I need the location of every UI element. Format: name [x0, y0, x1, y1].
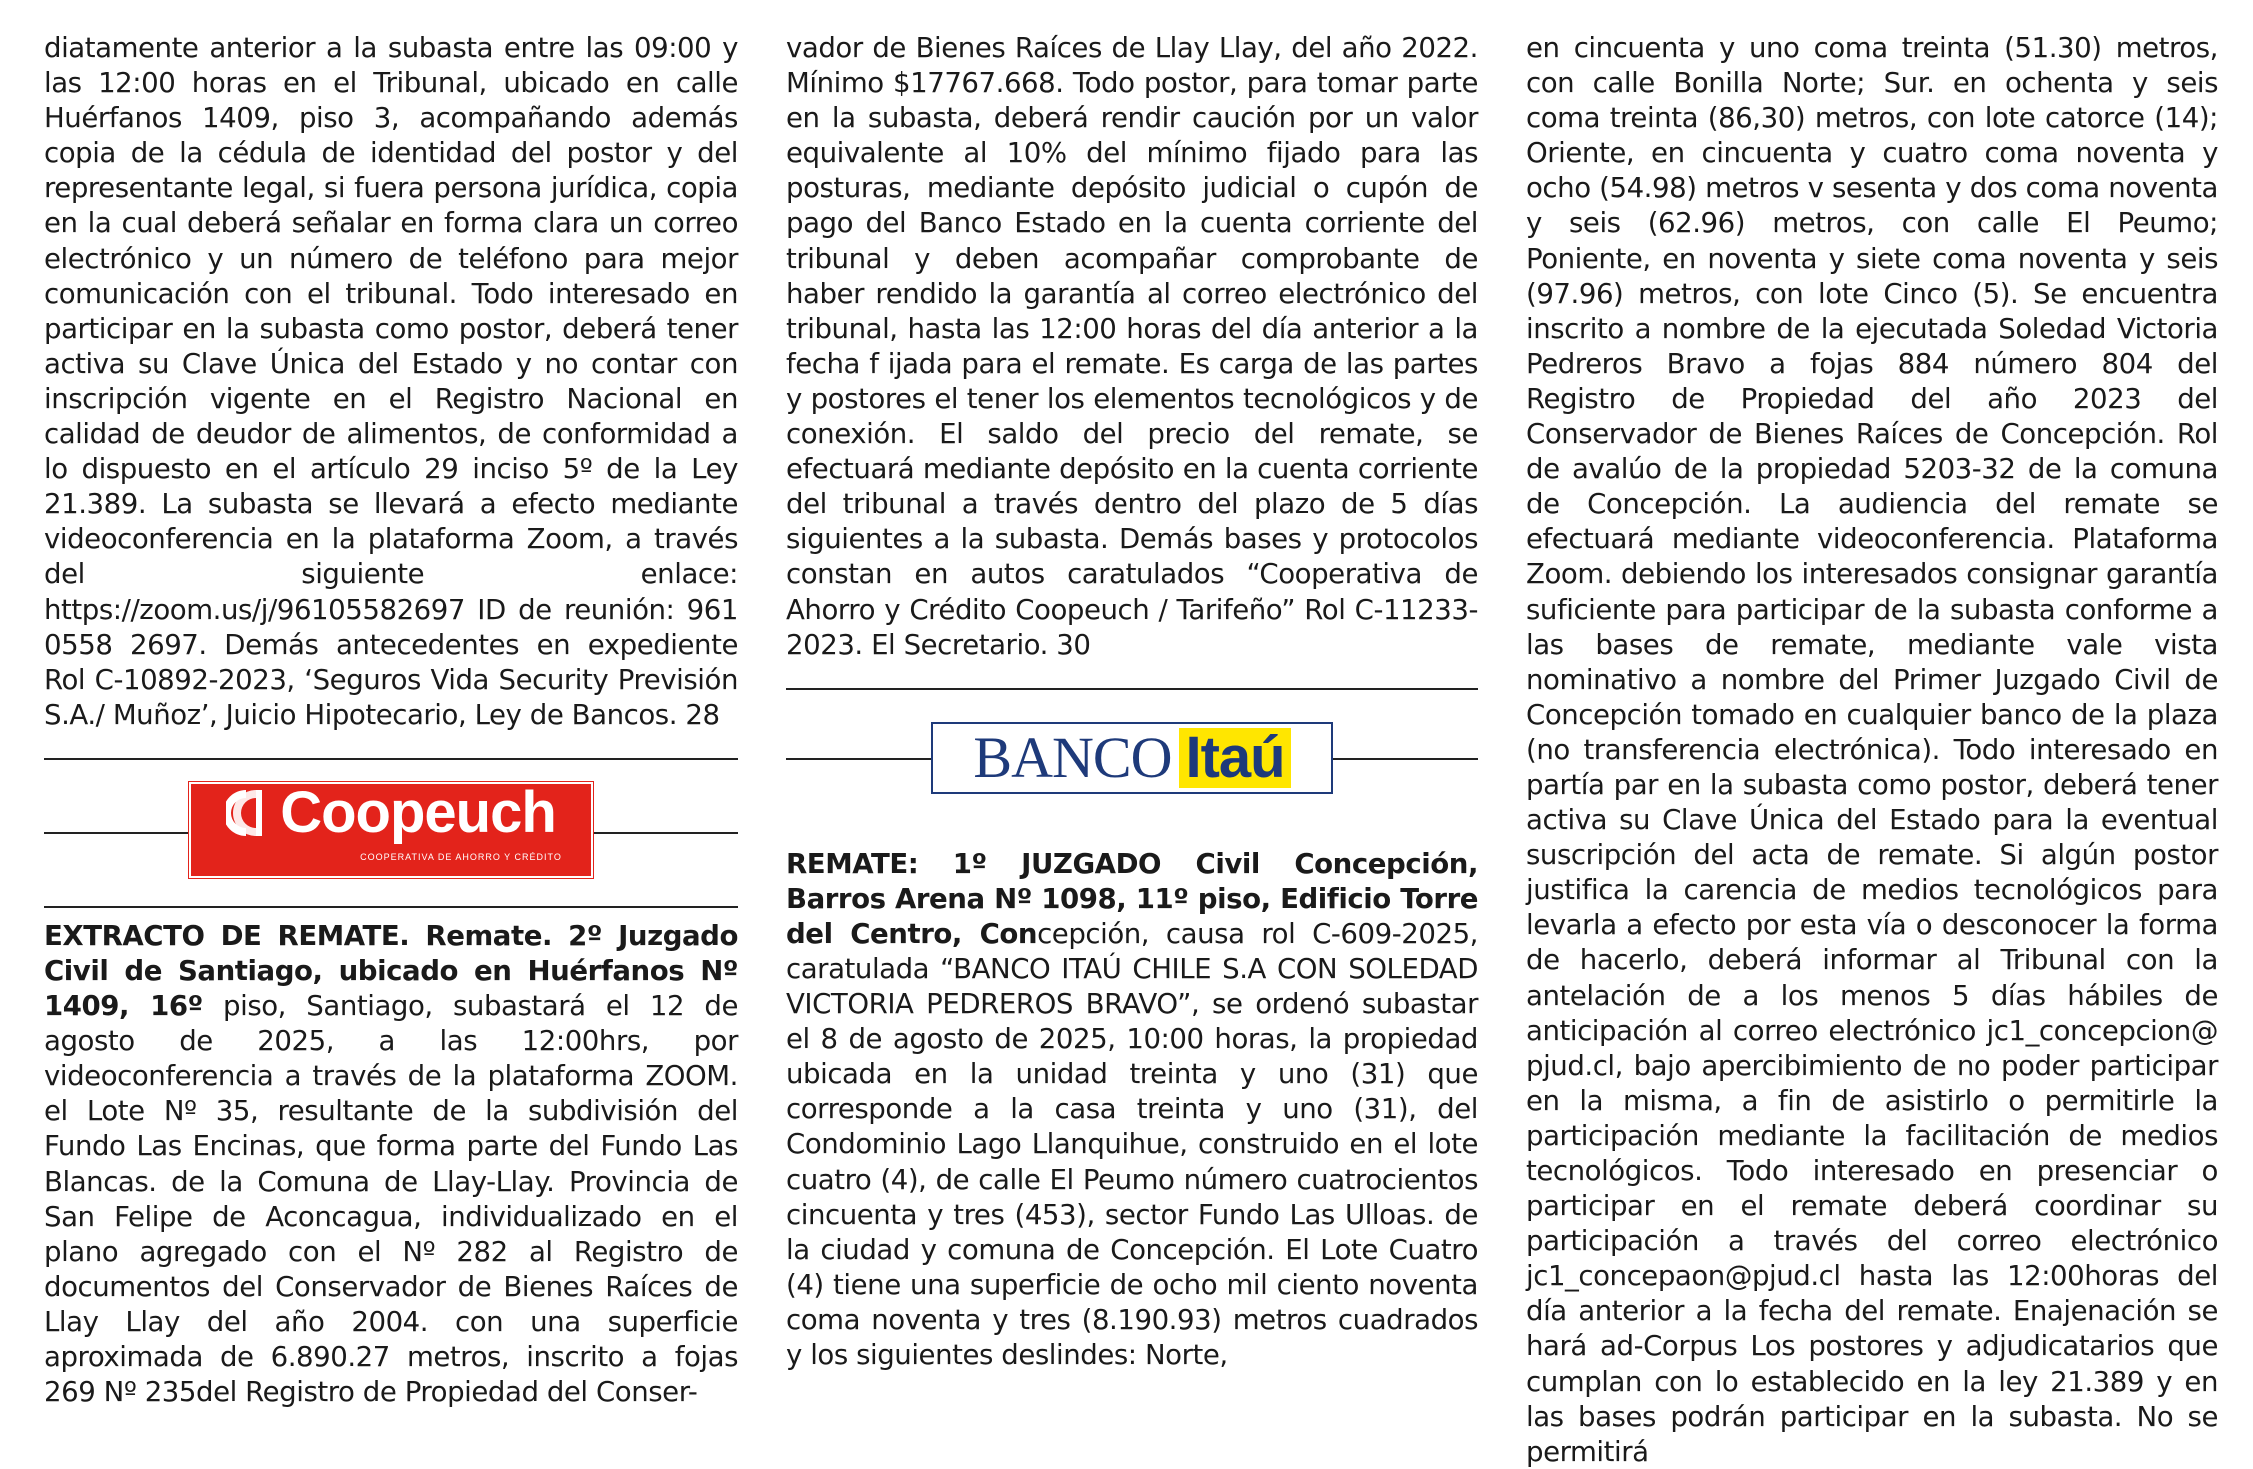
itau-wordmark: Itaú: [1179, 728, 1290, 788]
column-2: [786, 30, 1478, 1372]
coopeuch-mark-icon: [226, 786, 274, 840]
coopeuch-logo-row: [44, 782, 738, 884]
notice-paragraph: [44, 918, 738, 1409]
coopeuch-logo: [189, 782, 593, 878]
itau-logo-row: [786, 718, 1478, 798]
divider: [44, 906, 738, 908]
column-3: [1526, 30, 2218, 1469]
coopeuch-tagline: COOPERATIVA DE AHORRO Y CRÉDITO: [360, 852, 562, 863]
column-1: [44, 30, 738, 1409]
banco-itau-logo: [931, 722, 1333, 794]
banco-wordmark: BANCO: [973, 724, 1172, 790]
divider: [786, 688, 1478, 690]
notice-continuation-text: diatamente anterior a la subasta entre las 09:00 y las 12:00 horas en el Tribunal, ubicado en calle Huérfanos 1409, piso 3, acompañando además copia de la cédula de identidad del postor y del representante legal, si fuera persona jurídica, copia en la cual deberá señalar en forma clara un correo electrónico y un número de teléfono para mejor comunicación con el tribunal. Todo interesado en participar en la subasta como postor, deberá tener activa su Clave Única del Estado y no contar con inscripción vigente en el Registro Nacional en calidad de deudor de alimentos, de conformidad a lo dispuesto en el artículo 29 inciso 5º de la Ley 21.389. La subasta se llevará a efecto mediante videoconferencia en la plataforma Zoom, a través del siguiente enlace: https://zoom.us/j/96105582697 ID de reunión: 961 0558 2697. Demás antecedentes en expediente Rol C-10892-2023, ‘Seguros Vida Security Previsión S.A./ Muñoz’, Juicio Hipotecario, Ley de Bancos. 28: [44, 31, 738, 731]
notice-heading: REMATE: 1º JUZGADO Civil Concepción, Barros Arena Nº 1098, 11º piso, Edificio Torre del Centro, Con: [786, 846, 1478, 950]
notice-continuation-text: en cincuenta y uno coma treinta (51.30) metros, con calle Bonilla Norte; Sur. en ochenta y seis coma treinta (86,30) metros, con lote catorce (14); Oriente, en cincuenta y cuatro coma noventa y ocho (54.98) metros v sesenta y dos coma noventa y seis (62.96) metros, con calle El Peumo; Poniente, en noventa y siete coma noventa y seis (97.96) metros, con lote Cinco (5). Se encuentra inscrito a nombre de la ejecutada Soledad Victoria Pedreros Bravo a fojas 884 número 804 del Registro de Propiedad del año 2023 del Conservador de Bienes Raíces de Concepción. Rol de avalúo de la propiedad 5203-32 de la comuna de Concepción. La audiencia del remate se efectuará mediante videoconferencia. Plataforma Zoom. debiendo los interesados consignar garantía suficiente para participar de la subasta conforme a las bases de remate, mediante vale vista nominativo a nombre del Primer Juzgado Civil de Concepción tomado en cualquier banco de la plaza (no transferencia electrónica). Todo interesado en partía par en la subasta como postor, deberá tener activa su Clave Única del Estado para la eventual suscripción del acta de remate. Si algún postor justifica la carencia de medios tecnológicos para levarla a efecto por esta vía o desconocer la forma de hacerlo, deberá informar al Tribunal con la antelación de a los menos 5 días hábiles de anticipación al correo electrónico jc1_concepcion@ pjud.cl, bajo apercibimiento de no poder participar en la misma, a fin de asistirlo o permitirle la participación mediante la facilitación de medios tecnológicos. Todo interesado en presenciar o participar en el remate deberá coordinar su participación a través del correo electrónico jc1_concepaon@pjud.cl hasta las 12:00horas del día anterior a la fecha del remate. Enajenación se hará ad-Corpus Los postores y adjudicatarios que cumplan con lo establecido en la ley 21.389 y en las bases podrán participar en la subasta. No se permitirá: [1526, 31, 2218, 1468]
coopeuch-wordmark: Coopeuch: [280, 780, 556, 846]
notice-paragraph: [786, 846, 1478, 1372]
notice-body: piso, Santiago, subastará el 12 de agosto de 2025, a las 12:00hrs, por videoconferencia a través de la plataforma ZOOM. el Lote Nº 35, resultante de la subdivisión del Fundo Las Encinas, que forma parte del Fundo Las Blancas. de la Comuna de Llay-Llay. Provincia de San Felipe de Aconcagua, individualizado en el plano agregado con el Nº 282 al Registro de documentos del Conservador de Bienes Raíces de Llay Llay del año 2004. con una superficie aproximada de 6.890.27 metros, inscrito a fojas 269 Nº 235del Registro de Propiedad del Conser-: [44, 989, 738, 1409]
notice-heading: EXTRACTO DE REMATE. Remate. 2º Juzgado Civil de Santiago, ubicado en Huérfanos Nº 1409, 16º: [44, 918, 738, 1023]
notice-continuation-text: vador de Bienes Raíces de Llay Llay, del año 2022. Mínimo $17767.668. Todo postor, para tomar parte en la subasta, deberá rendir caución por un valor equivalente al 10% del mínimo fijado para las posturas, mediante depósito judicial o cupón de pago del Banco Estado en la cuenta corriente del tribunal y deben acompañar comprobante de haber rendido la garantía al correo electrónico del tribunal, hasta las 12:00 horas del día anterior a la fecha f ijada para el remate. Es carga de las partes y postores el tener los elementos tecnológicos y de conexión. El saldo del precio del remate, se efectuará mediante depósito en la cuenta corriente del tribunal a través dentro del plazo de 5 días siguientes a la subasta. Demás bases y protocolos constan en autos caratulados “Cooperativa de Ahorro y Crédito Coopeuch / Tarifeño” Rol C-11233-2023. El Secretario. 30: [786, 31, 1478, 661]
divider: [44, 758, 738, 760]
notice-body: cepción, causa rol C-609-2025, caratulada “BANCO ITAÚ CHILE S.A CON SOLEDAD VICTORIA PEDREROS BRAVO”, se ordenó subastar el 8 de agosto de 2025, 10:00 horas, la propiedad ubicada en la unidad treinta y uno (31) que corresponde a la casa treinta y uno (31), del Condominio Lago Llanquihue, construido en el lote cuatro (4), de calle El Peumo número cuatrocientos cincuenta y tres (453), sector Fundo Las Ulloas. de la ciudad y comuna de Concepción. El Lote Cuatro (4) tiene una superficie de ocho mil ciento noventa coma noventa y tres (8.190.93) metros cuadrados y los siguientes deslindes: Norte,: [786, 916, 1478, 1371]
